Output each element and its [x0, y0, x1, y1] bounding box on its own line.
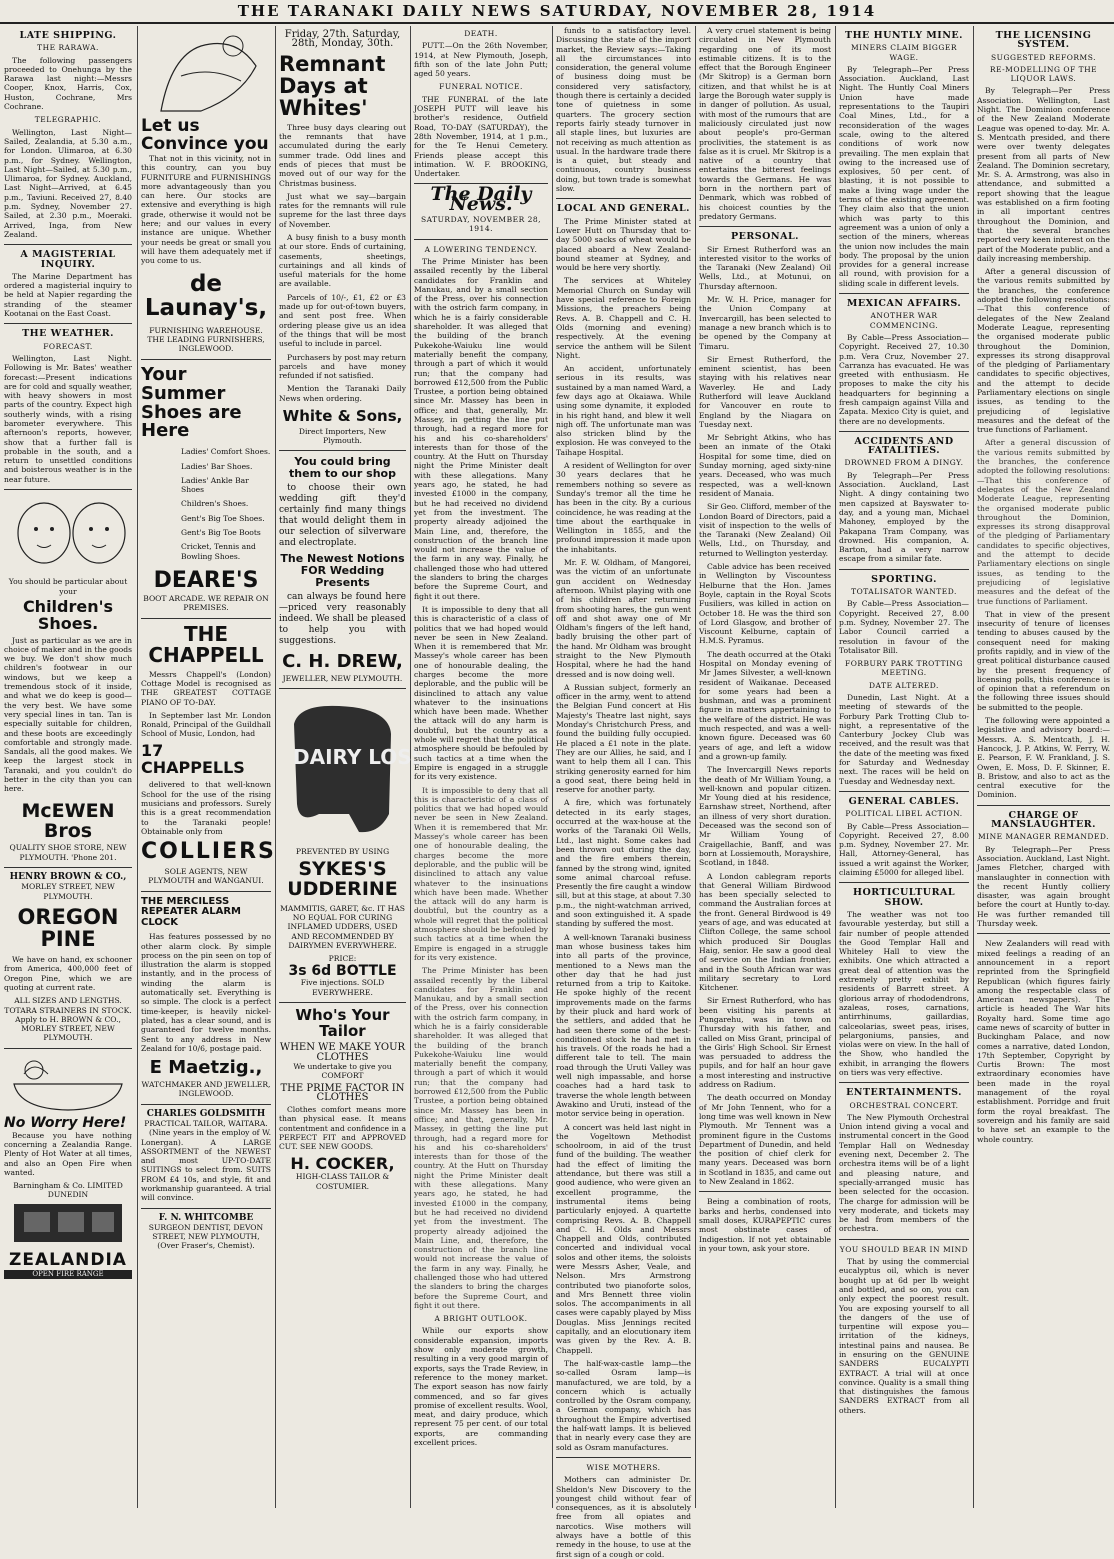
article-text: Wellington, Last Night. Following is Mr. Bates' weather forecast:—Present indications are for cold and squally weather, with heavy showers in most parts of the country. Expect high southerly winds, with a rising barometer everywhere. This afternoon's reports, however, show that a further fall is probable in the south, and a return to unsettled conditions and boisterous weather is in the near future. [4, 353, 132, 484]
article-text: Being a combination of roots, barks and herbs, condensed into small doses, KURAPEPTIC cures most obstinate cases of Indigestion. If not yet obtainable in your town, ask your store. [699, 1197, 831, 1253]
subheading: DATE ALTERED. [869, 680, 939, 690]
column-5 [556, 26, 691, 1559]
masthead [0, 0, 1114, 24]
ad-body: can always be found here—priced very reasonably indeed. We shall be pleased to help you with suggestions. [279, 592, 406, 647]
ad-text: Barningham & Co. LIMITED DUNEDIN [13, 1181, 123, 1200]
article-text: The half-wax-castle lamp—the so-called Osram lamp—is manufactured, we are told, by a concern which is actually controlled by the Osram company, a German company, which has throughout the Empire advertised the half-watt lamps. It is believed that in nearly every case they are sold as Osram manufactures. [556, 1358, 691, 1452]
article-text: The Prime Minister stated at Lower Hutt on Thursday that to-day 5000 sacks of wheat would be placed aboard a New Zealand-bound steamer at Sydney, and would be here very shortly. [556, 216, 691, 273]
article-text: The Invercargill News reports the death of Mr William Young, a well-known and popular citizen. Mr Young died at his residence, Earnshaw street, Northend, after an illness of very short duration. Deceased was the second son of Mr William Young of Craigellachie, Banff, and was born at Lossiemouth, Morayshire, Scotland, in 1848. [699, 765, 831, 868]
article-text: A concert was held last night in the Vogeltown Methodist schoolroom, in aid of the trust fund of the building. The weather had the effect of limiting the attendance, but there was still a good audience, who were given an excellent programme, the instrumental items being particularly enjoyed. A quartette comprising Revs. A. B. Chappell and C. H. Olds and Messrs Chappell and Olds, contributed concerted and individual vocal solos and other items, the soloists were Messrs Asher, Veale, and Nelson. Mrs Armstrong contributed two pianoforte solos, and Mrs Bennett three violin solos. The accompaniments in all cases were capably played by Miss Douglas. Miss Jennings recited capitally, and an elocutionary item was given by the Rev. A. B. Chappell. [556, 1122, 691, 1355]
column-2 [141, 26, 276, 1508]
bathtub-illustration [4, 1054, 132, 1114]
subheading: TOTALISATOR WANTED. [851, 587, 957, 597]
article-text: Sir Ernest Rutherford was an interested visitor to the works of the Taranaki (New Zealand) Oil Wells, Ltd., at Motunui, on Thursday afternoon. [699, 244, 831, 291]
ad-headline: DEARE'S [153, 567, 259, 593]
ad-text: PRICE: [328, 954, 357, 964]
article-text: Dunedin, Last Night. At a meeting of stewards of the Forbury Park Trotting Club to-night, a representative of the Canterbury Jockey Club was received, and the result was that the date of the meeting was fixed for Saturday and Wednesday next. The races will be held on Tuesday and Wednesday next. [839, 693, 969, 786]
ad-body: Clothes comfort means more than physical ease. It means contentment and confidence in a PERFECT FIT and APPROVED CUT. SEE NEW GOODS. [279, 1105, 406, 1152]
issue-date: SATURDAY, NOVEMBER 28, 1914. [420, 215, 542, 234]
subheading: RE-MODELLING OF THE LIQUOR LAWS. [989, 64, 1098, 84]
ad-headline: OREGON PINE [17, 904, 119, 951]
ad-body: Just what we say—bargain rates for the remnants will rule supreme for the last three days of November. [279, 191, 406, 229]
ad-headline: ZEALANDIA [9, 1250, 127, 1271]
newspaper-logo: The Daily News. [430, 183, 532, 215]
article-text: By Telegraph—Per Press Association. Wellington, Last Night. The Dominion conference of the New Zealand Moderate League was opened to-day. Mr. A. S. Mentcath presided, and there were over twenty delegates present from all parts of New Zealand. The Dominion secretary, Mr. S. A. Armstrong, was also in attendance, and submitted a report showing that the league was established on a firm footing in all important centres throughout the Dominion, and that the several branches reported very keen interest on the part of the Moderate public, and a daily increasing membership. [977, 86, 1110, 263]
ad-text: Friday, 27th. Saturday, 28th, Monday, 30th. [284, 29, 401, 50]
ad-text: SURGEON DENTIST, DEVON STREET, NEW PLYMOUTH, (Over Fraser's, Chemist). [148, 1222, 264, 1251]
article-text: The services at Whiteley Memorial Church on Sunday will have special reference to Foreign Missions, the preachers being Revs. A. B. Chappell and C. H. Olds (morning and evening) respectively. At the evening service the anthem will be Silent Night. [556, 276, 691, 360]
article-text: PUTT.—On the 26th November, 1914, at New Plymouth, Joseph, fifth son of the late John Putt; aged 50 years. [414, 41, 548, 79]
article-text: That in view of the present insecurity of tenure of licenses tending to abuses caused by the consequent need for making profits rapidly, and in view of the great political disturbance caused by the present frequency of licensing polls, this conference is of opinion that a referendum on the following three issues should be submitted to the people. [977, 609, 1110, 712]
article-text: The Marine Department has ordered a magisterial inquiry to be held at Napier regarding the stranding of the steamer Kootanai on the East Coast. [4, 271, 132, 319]
range-illustration [4, 1200, 132, 1250]
subheading: MINERS CLAIM BIGGER WAGE. [850, 43, 958, 62]
ad-body: A busy finish to a busy month at our store. Ends of curtaining, casements, sheetings, curtainings and all kinds of useful materials for the home are available. [279, 233, 406, 289]
list-item: Cricket, Tennis and Bowling Shoes. [181, 542, 256, 561]
ad-text: ALL SIZES AND LENGTHS. [14, 996, 122, 1006]
ad-text: MAMMITIS, GARET, &c. IT HAS NO EQUAL FOR CURING INFLAMED UDDERS, USED AND RECOMMENDED BY DAIRYMEN EVERYWHERE. [280, 903, 405, 950]
article-text: THE FUNERAL of the late JOSEPH PUTT will leave his brother's residence, Outfield Road, TO-DAY (SATURDAY), the 28th November, 1914, at 1 p.m., for the Te Henui Cemetery. Friends please accept this intimation. W. F. BROOKING, Undertaker. [414, 94, 548, 179]
column-rule [695, 26, 696, 1508]
subheading: YOU SHOULD BEAR IN MIND [839, 1244, 969, 1254]
subheading: ORCHESTRAL CONCERT. [849, 1100, 959, 1110]
ad-headline: The Newest Notions FOR Wedding Presents [280, 552, 405, 589]
article-text: It is impossible to deny that all this is characteristic of a class of politics that we had hoped would never be seen in New Zealand. When it is remembered that Mr. Massey's whole career has been one of honourable dealing, the charges become the more deplorable, and the public will be disinclined to attach any value whatever to the insinuations which have been made. Whether the attack will do any harm is doubtful, but the country as a whole will regret that the political atmosphere should be befouled by such tactics at a time when the Empire is engaged in a struggle for its very existence. [414, 785, 548, 962]
subheading: WISE MOTHERS. [586, 1462, 661, 1472]
ad-text: Apply to H. BROWN & CO., MORLEY STREET, NEW PLYMOUTH. [15, 1014, 121, 1043]
ad-headline: Who's Your Tailor [295, 1005, 390, 1040]
article-text: Cable advice has been received in Wellington by Viscountess Helburne that the Hon. James Boyle, captain in the Royal Scots Fusiliers, was killed in action on October 18. He was the third son of Lord Glasgow, and brother of Viscount Kelburne, captain of H.M.S. Pyramus. [699, 562, 831, 646]
article-text: After a general discussion of the various remits submitted by the branches, the conference adopted the following resolutions:—That this conference of delegates of the New Zealand Moderate League, representing the organised moderate public throughout the Dominion, expresses its strong disapproval of the pledging of Parliamentary candidates to specific objectives, and the attempt to decide Parliamentary elections on single issues, as tending to the prejudicing of legislative measures and the defeat of the true functions of Parliament. [977, 267, 1110, 435]
article-text: A Russian subject, formerly an officer in the army, went to attend the Belgian Fund concert at His Majesty's Theatre last night, says Monday's Christchurch Press, and found the building fully occupied. He placed a £1 note in the plate. They are our Allies, he said, and I want to help them all I can. This striking generosity earned for him a good seat, there being held in reserve for another party. [556, 682, 691, 795]
article-text: While our exports show considerable expansion, imports show only moderate growth, resulting in a very good margin of exports, says the Trade Review, in reference to the money market. The export season has now fairly commenced, and so far gives promise of excellent results. Wool, meat, and dairy produce, which represent 75 per cent. of our total exports, are commanding excellent prices. [414, 1326, 548, 1448]
subheading: A BRIGHT OUTLOOK. [434, 1314, 528, 1324]
column-7 [839, 26, 969, 1508]
ad-text: QUALITY SHOE STORE, NEW PLYMOUTH. 'Phone 201. [9, 843, 127, 862]
article-text: After a general discussion of the various remits submitted by the branches, the conference adopted the following resolutions:—That this conference of delegates of the New Zealand Moderate League, representing the organised moderate public throughout the Dominion, expresses its strong disapproval of the pledging of Parliamentary candidates to specific objectives, and the attempt to decide Parliamentary elections on single issues, as tending to the prejudicing of legislative measures and the defeat of the true functions of Parliament. [977, 438, 1110, 606]
heading: MEXICAN AFFAIRS. [846, 298, 962, 310]
article-text: A very cruel statement is being circulated in New Plymouth regarding one of its most estimable citizens. It is to the effect that the Borough Engineer (Mr Skitrop) is a German born citizen, and that whilst he is at large the Borough water supply is in danger of pollution. As usual, with most of the rumours that are maliciously circulated just now about people's pro-German proclivities, the statement is as false as it is cruel. Mr Skitrop is a native of a country that entertains the bitterest feelings towards the Germans. He was born in the northern part of Denmark, which was robbed of his choicest counties by the predatory Germans. [699, 26, 831, 221]
ad-headline: SYKES'S UDDERINE [287, 857, 398, 900]
cow-illustration [279, 694, 454, 844]
article-text: The death occurred at the Otaki Hospital on Monday evening of Mr James Silvester, a well-known resident of Waikanae. Deceased for some years had been a bushman, and was a prominent figure in matters appertaining to the welfare of the district. He was much respected, and was a well-known figure. Deceased was 60 years of age, and left a widow and a grown-up family. [699, 649, 831, 761]
article-text: The following passengers proceeded to Onehunga by the Rarawa last night:—Messrs Cooper, Knox, Harris, Cox, Huston, Cochrane, Mrs Cochrane. [4, 55, 132, 112]
ad-headline: H. COCKER, [290, 1153, 395, 1173]
article-text: A resident of Wellington for over 30 years declares that he remembers nothing so severe as Sunday's tremor all the time he has been in the city. By a curious coincidence, he was reading at the time about the earthquake in Wellington in 1855, and the profound impression it made upon the inhabitants. [556, 461, 691, 554]
article-text: A fire, which was fortunately detected in its early stages, occurred at the wax-house at the works of the Taranaki Oil Wells, Ltd., last night. Some cakes had been thrown out during the day, and the fire embers therein, fanned by the strong wind, ignited some animal charcoal refuse. Presently the fire caught a window sill, but at this stage, at about 7.30 p.m., the night-watchman arrived, and soon extinguished it. A spade standing by suffered the most. [556, 798, 691, 929]
heading: LATE SHIPPING. [19, 30, 117, 41]
ad-text: TOTARA STRAINERS IN STOCK. [4, 1005, 132, 1015]
heading: ENTERTAINMENTS. [846, 1087, 962, 1099]
article-text: The death occurred on Monday of Mr John Tennent, who for a long time was well known in New Plymouth. Mr Tennent was a prominent figure in the Customs Department of Dunedin, and held the position of chief clerk for many years. Deceased was born in Scotland in 1835, and came out to New Zealand in 1862. [699, 1093, 831, 1187]
heading: HORTICULTURAL SHOW. [852, 887, 956, 908]
heading: LOCAL AND GENERAL. [556, 203, 690, 215]
article-text: The Prime Minister has been assailed recently by the Liberal candidates for Franklin and Manukau, and by a small section of the Press, over his connection with the ostrich farm company, in which he is a fairly considerable shareholder. It was alleged that the building of the branch Pukekohe-Waiuku line would materially benefit the company, through a part of which it would run; that the company had borrowed £12,500 from the Public Trustee, a portion being obtained since Mr. Massey has been in office; and that, generally, Mr. Massey, in getting the line put through, had a regard more for his and his co-shareholders' interests than for those of the country. At the Hutt on Thursday night the Prime Minister dealt with these allegations. Many years ago, he stated, he had invested £1000 in the company, but he had received no dividend yet from the investment. The property already adjoined the Main Line, and, therefore, the construction of the branch line would not increase the value of the farm in any way. Finally, he challenged those who had uttered the slanders to bring the charges before the Supreme Court, and fight it out there. [414, 966, 548, 1310]
ad-headline: McEWEN Bros [21, 799, 115, 842]
ad-headline: Let us Convince you [141, 116, 269, 155]
subheading: TELEGRAPHIC. [34, 115, 102, 125]
column-4 [414, 26, 548, 1508]
ad-headline: DAIRY LOSSES [293, 745, 454, 770]
article-text: Sir Geo. Clifford, member of the London Board of Directors, paid a visit of inspection to the wells of the Taranaki (New Zealand) Oil Wells, Ltd., on Thursday, and returned to Wellington yesterday. [699, 502, 831, 558]
woman-illustration [141, 26, 271, 116]
heading: PERSONAL. [731, 231, 799, 243]
ad-text: HIGH-CLASS TAILOR & COSTUMIER. [295, 1172, 390, 1191]
ad-headline: You could bring them to our shop [289, 455, 396, 480]
column-rule [552, 26, 553, 1508]
ad-text: OPEN FIRE RANGE [4, 1270, 132, 1279]
article-text: Sir Ernest Rutherford, the eminent scientist, has been staying with his relatives near Waverley. He and Lady Rutherford will leave Auckland for Vancouver en route to England by the Niagara on Tuesday next. [699, 354, 831, 429]
article-text: The weather was not too favourable yesterday, but still a fair number of people attended the Good Templar Hall and Whiteley Hall to view the exhibits. One which attracted a great deal of attention was the extremely pretty exhibit by residents of Barrett street. A glorious array of rhododendrons, azaleas, roses, carnations, antirrhinums, gaillardias, calceolarias, sweet peas, irises, pelargoniums, pansies, and violas were on view. In the hall of the Show, who handled the exhibit, in arranging the flowers on tiers was very effective. [839, 909, 969, 1077]
ad-text: FURNISHING WAREHOUSE. THE LEADING FURNISHERS, INGLEWOOD. [147, 325, 265, 354]
article-text: Mr Sebright Atkins, who has been an inmate of the Otaki Hospital for some time, died on Sunday morning, aged sixty-nine years. Deceased, who was much respected, was a well-known resident of Manaia. [699, 433, 831, 498]
ad-headline: Remnant Days at Whites' [279, 51, 386, 120]
article-text: funds to a satisfactory level. Discussing the state of the import market, the Review says:—Taking all the circumstances into consideration, the general volume of business doing must be considered very satisfactory, though there is certainly a decided tone of quietness in some quarters. The grocery section reports fairly steady turnover in all staple lines, but luxuries are not receiving as much attention as usual. In the hardware trade there is a quiet, but steady and continuous, country business doing, but town trade is somewhat slow. [556, 26, 691, 194]
subheading: DROWNED FROM A DINGY. [844, 458, 964, 468]
article-text: Mr. F. W. Oldham, of Mangorei, was the victim of an unfortunate gun accident on Wednesday afternoon. Whilst playing with one of his children after returning from shooting hares, the gun went off and shot away one of Mr Oldham's fingers of the left hand, badly bruising the other part of the hand. Mr Oldham was brought straight to the New Plymouth Hospital, where he had the hand dressed and is now doing well. [556, 558, 691, 679]
article-text: The Prime Minister has been assailed recently by the Liberal candidates for Franklin and Manukau, and by a small section of the Press, over his connection with the ostrich farm company, in which he is a fairly considerable shareholder. It was alleged that the building of the branch Pukekohe-Waiuku line would materially benefit the company, through a part of which it would run; that the company had borrowed £12,500 from the Public Trustee, a portion being obtained since Mr. Massey has been in office; and that, generally, Mr. Massey, in getting the line put through, had a regard more for his and his co-shareholders' interests than for those of the country. At the Hutt on Thursday night the Prime Minister dealt with these allegations. Many years ago, he stated, he had invested £1000 in the company, but he had received no dividend yet from the investment. The property already adjoined the Main Line, and, therefore, the construction of the branch line would not increase the value of the farm in any way. Finally, he challenged those who had uttered the slanders to bring the charges before the Supreme Court, and fight it out there. [414, 256, 548, 601]
ad-body: Three busy days clearing out the remnants that have accumulated during the early summer trade. Odd lines and ends of pieces that must be moved out of our way for the Christmas business. [279, 122, 406, 188]
heading: A MAGISTERIAL INQUIRY. [20, 249, 116, 270]
ad-headline: E Maetzig., [149, 1057, 263, 1079]
ad-headline: THE CHAPPELL [148, 621, 264, 667]
article-text: The New Plymouth Orchestral Union intend giving a vocal and instrumental concert in the Good Templar Hall on Wednesday evening next, December 2. The orchestra items will be of a light and pleasing nature, and specially-arranged music has been selected for the occasion. The charge for admission will be very moderate, and tickets may be had from members of the orchestra. [839, 1112, 969, 1234]
ad-text: You should be particular about your [8, 577, 128, 596]
ad-headline: White & Sons, [282, 407, 403, 426]
column-8 [977, 26, 1110, 1508]
ad-headline: HENRY BROWN & CO., [9, 872, 127, 883]
list-item: Gent's Big Toe Shoes. [181, 513, 265, 523]
heading: SPORTING. [871, 573, 937, 585]
list-item: Children's Shoes. [181, 499, 249, 509]
ad-body: That not in this vicinity, not in this country, can you buy FURNITURE and FURNISHINGS more advantageously than you can here. Our stocks are extensive and everything is high grade, otherwise it would not be here; and our values in every instance are unique. Whether your needs be great or small you will have them adequately met if you come to us. [141, 153, 271, 266]
masthead-text: THE TARANAKI DAILY NEWS SATURDAY, NOVEMBER 28, 1914 [237, 2, 877, 20]
subheading: SUGGESTED REFORMS. [991, 52, 1096, 62]
ad-headline: CHARLES GOLDSMITH [146, 1108, 266, 1119]
ad-headline: F. N. WHITCOMBE [158, 1212, 254, 1223]
ad-headline: COLLIERS [141, 839, 276, 865]
article-text: That by using the commercial eucalyptus oil, which is never bought up at 6d per lb weight and bottled, and so on, you can only expect the poorest result. You are exposing yourself to all the dangers of the use of turpentine will expose you—irritation of the kidneys, intestinal pains and nausea. Be in ensuring on the GENUINE SANDERS EUCALYPTI EXTRACT. A trial will at once convince. Quality is a small thing that distinguishes the famous SANDERS EXTRACT from all others. [839, 1257, 969, 1415]
ad-body: Because you have nothing concerning a Zealandia Range. Plenty of Hot Water at all times, and also an Open Fire when wanted. [4, 1130, 132, 1177]
heading: CHARGE OF MANSLAUGHTER. [991, 809, 1096, 831]
list-item: Ladies' Comfort Shoes. [181, 447, 271, 457]
article-text: By Telegraph—Per Press Association. Auckland, Last Night. The Huntly Coal Miners Union have made representations to the Taupiri Coal Mines, Ltd., for a reconsideration of the wages scale, owing to the altered conditions of work now prevailing. The men explain that owing to the increased use of explosives, 50 per cent. of blasting, it is not possible to make a living wage under the terms of the existing agreement. They claim also that the union which was party to this agreement was a union of only a section of the miners, whereas the union now includes the main body. The proposal by the union provides for a general increase all round, with provision for a sliding scale in different levels. [839, 64, 969, 288]
column-3 [279, 26, 454, 1508]
ad-text: Five injections. SOLD EVERYWHERE. [300, 978, 385, 997]
article-text: By Cable—Press Association—Copyright. Received 27, 8.00 p.m. Sydney, November 27. Mr. Hall, Attorney-General, has issued a writ against the Worker, claiming £5000 for alleged libel. [839, 821, 969, 878]
article-text: Mr. W. H. Price, manager for the Union Company at Invercargill, has been selected to manage a new branch which is to be opened by the Company at Timaru. [699, 295, 831, 351]
column-6 [699, 26, 831, 1508]
list-item: Gent's Big Toe Boots [181, 528, 261, 538]
article-text: New Zealanders will read with mixed feelings a reading of an announcement in a report reprinted from the Springfield Republican (which figures fairly among the respectable class of American newspapers). The article is headed The War hits Royalty hard. Some time ago came news of scarcity of butter in Buckingham Palace, and now comes a narrative, dated London, 17th September, Copyright by Curtis Brown: The most extraordinary economies have been made in the royal management of the royal establishment. Porridge and fruit form the royal breakfast. The sovereign and his family are said to have set an example to the whole country. [977, 939, 1110, 1144]
subheading: POLITICAL LIBEL ACTION. [845, 809, 963, 819]
article-text: By Cable—Press Association—Copyright. Received 27, 8.00 p.m. Sydney, November 27. The Labor Council carried a resolution in favour of the Totalisator Bill. [839, 599, 969, 655]
subheading: ANOTHER WAR COMMENCING. [869, 311, 939, 330]
ad-headline: de Launay's, [144, 270, 268, 321]
heading: THE WEATHER. [22, 328, 114, 340]
ad-headline: THE MERCILESS REPEATER ALARM CLOCK [141, 895, 241, 928]
article-text: It is impossible to deny that all this is characteristic of a class of politics that we had hoped would never be seen in New Zealand. When it is remembered that Mr. Massey's whole career has been one of honourable dealing, the charges become the more deplorable, and the public will be disinclined to attach any value whatever to the insinuations which have been made. Whether the attack will do any harm is doubtful, but the country as a whole will regret that the political atmosphere should be befouled by such tactics at a time when the Empire is engaged in a struggle for its very existence. [414, 604, 548, 782]
heading: GENERAL CABLES. [848, 795, 960, 807]
article-text: By Telegraph—Per Press Association. Auckland, Last Night. James Fletcher, charged with manslaughter in connection with the recent Huntly colliery disaster, was again brought before the court at Huntly to-day. He was further remanded till Thursday week. [977, 844, 1110, 929]
ad-text: WATCHMAKER AND JEWELLER, INGLEWOOD. [141, 1080, 271, 1099]
article-text: By Cable—Press Association—Copyright. Received 27, 10.30 p.m. Vera Cruz, November 27. Carranza has evacuated. He was greeted with enthusiasm. He proposes to make the city his headquarters for beginning a fresh campaign against Villa and Zapata. Mexico City is quiet, and there are no developments. [839, 332, 969, 426]
ad-body: Messrs Chappell's (London) Cottage Model is recognised as THE GREATEST COTTAGE PIANO OF TO-DAY. [141, 669, 271, 707]
ad-headline: Children's Shoes. [22, 596, 114, 633]
subheading: THE RARAWA. [37, 43, 99, 53]
baby-illustration [4, 495, 132, 575]
ad-text: Direct Importers, New Plymouth. [298, 426, 387, 446]
article-text: A London cablegram reports that General William Birdwood has been specially selected to command the Australian forces at the front. General Birdwood is 49 years of age, and was educated at Clifton College, the same school which produced Sir Douglas Haig, senior. He saw a good deal of service on the Indian frontier, and in the South African war was military secretary to Lord Kitchener. [699, 871, 831, 993]
ad-text: WHEN WE MAKE YOUR CLOTHES [279, 1042, 406, 1063]
column-rule [835, 26, 836, 1508]
ad-headline: 3s 6d BOTTLE [288, 962, 397, 979]
ad-body: Purchasers by post may return parcels and have money refunded if not satisfied. [279, 352, 407, 381]
ad-headline: C. H. DREW, [282, 651, 403, 673]
article-text: Sir Ernest Rutherford, who has been visiting his parents at Pungarehu, was in town on Thursday with his father, and called on Miss Grant, principal of the Girls' High School. Sir Ernest was persuaded to address the pupils, and for half an hour gave a most interesting and instructive address on Radium. [699, 996, 831, 1090]
subheading: MINE MANAGER REMANDED. [977, 832, 1110, 842]
ad-text: BOOT ARCADE. WE REPAIR ON PREMISES. [143, 594, 269, 613]
subheading: DEATH. [464, 29, 498, 38]
ad-body: Parcels of 10/-, £1, £2 or £3 made up for out-of-town buyers, and sent post free. When ordering please give us an idea of the things that will be most useful to include in parcel. [279, 292, 406, 349]
subheading: A LOWERING TENDENCY. [424, 244, 538, 254]
ad-body: Just as particular as we are in choice of maker and in the goods we buy. We don't show much children's footwear in our windows, but we keep a tremendous stock of it inside, and what we do keep is good—the very best. We have some very special lines in tan. Tan is especially suitable for children, and these boots are exceedingly comfortable and strongly made. Sandals, all the good makes. We keep the largest stock in Taranaki, and you couldn't do better in the city than you can here. [4, 635, 133, 794]
ad-text: MORLEY STREET, NEW PLYMOUTH. [21, 882, 115, 901]
ad-headline: Your Summer Shoes are Here [141, 363, 242, 442]
heading: THE HUNTLY MINE. [845, 30, 963, 41]
column-rule [275, 26, 276, 1508]
list-item: Ladies' Ankle Bar Shoes [181, 475, 249, 495]
ad-text: JEWELLER, NEW PLYMOUTH. [282, 674, 403, 684]
article-text: The following were appointed a legislative and advisory board:—Messrs. A. S. Mentcath, J. H. Hancock, J. P. Atkins, W. Ferry, W. E. Pearson, F. W. Frankland, J. S. Owen, E. Moss, D. F. Skinner, E. B. Bristow, and also to act as the central executive for the Dominion. [977, 716, 1110, 800]
article-text: A well-known Taranaki business man whose business takes him into all parts of the province, mentioned to a News man the other day that he had just returned from a trip to Kaitoke. He spoke highly of the recent improvements made on the farms by their pluck and hard work of the settlers, and added that he had seen there some of the best-conditioned stock he had met in his travels. Of the roads he had a different tale to tell. The main road through the Uruti Valley was well nigh impassable, and horse coaches had a hard task to traverse the whole length between Awakino and Uruti, instead of the motor service being in operation. [556, 932, 691, 1119]
ad-body: (Nine years in the employ of W. Lonergan). A LARGE ASSORTMENT of the NEWEST and most UP-TO-DATE SUITINGS to select from. SUITS FROM £4 10s, and style, fit and workmanship guaranteed. A trial will convince. [141, 1128, 271, 1203]
ad-text: SOLE AGENTS, NEW PLYMOUTH and WANGANUI. [148, 867, 264, 886]
subheading: FUNERAL NOTICE. [439, 82, 523, 92]
ad-text: We undertake to give you COMFORT [293, 1061, 392, 1081]
ad-body: We have on hand, ex schooner from America, 400,000 feet of Oregon Pine, which we are quoting at current rate. [4, 955, 132, 992]
heading: THE LICENSING SYSTEM. [995, 30, 1092, 51]
article-text: By Telegraph—Per Press Association. Auckland, Last Night. A dingy containing two men capsized at Bayswater to-day, and a young man, Michael Mahoney, employed by the Pakapana Tram Company, was drowned. His companion, A. Barton, had a very narrow escape from a similar fate. [839, 470, 969, 564]
ad-body: to choose their own wedding gift they'd certainly find many things that would delight them in our selection of silverware and electroplate. [279, 483, 406, 549]
ad-text: PREVENTED BY USING [295, 846, 390, 856]
ad-body: delivered to that well-known School for the use of the rising musicians and professors. Surely this is a great recommendation to the Taranaki people! Obtainable only from [141, 780, 271, 836]
ad-body: Mention the Taranaki Daily News when ordering. [279, 384, 406, 403]
ad-text: THE PRIME FACTOR IN CLOTHES [280, 1082, 405, 1103]
list-item: Ladies' Bar Shoes. [181, 461, 253, 471]
column-1 [4, 26, 132, 1508]
ad-headline: No Worry Here! [4, 1115, 127, 1132]
article-text: An accident, unfortunately serious in its results, was sustained by a man named Ward, a few days ago at Okaiawa. While using some dynamite, it exploded in his right hand, and blew it well nigh off. The unfortunate man was also stricken blind by the explosion. He was conveyed to the Taihape Hospital. [556, 364, 691, 457]
article-text: Mothers can administer Dr. Sheldon's New Discovery to the youngest child without fear of consequences, as it is absolutely free from all opiates and narcotics. Wise mothers will always have a bottle of this remedy in the house, to use at the first sign of a cough or cold. [556, 1475, 691, 1559]
column-rule [137, 26, 138, 1508]
column-rule [973, 26, 974, 1508]
ad-text: PRACTICAL TAILOR, WAITARA. [144, 1118, 268, 1128]
ad-body: In September last Mr. London Ronald, Principal of the Guildhall School of Music, London, had [141, 710, 271, 739]
ad-body: Has features possessed by no other alarm clock. By simple process on the pin seen on top of illustration the alarm is stopped instantly, and in the process of winding the alarm is automatically set. Everything is so simple. The clock is a perfect time-keeper, is heavily nickel-plated, has a clear sound, and is guaranteed for twelve months. Sent to any address in New Zealand for 10/6, postage paid. [141, 932, 271, 1053]
subheading: FORBURY PARK TROTTING MEETING. [845, 659, 963, 678]
subheading: FORECAST. [43, 341, 93, 351]
article-text: Wellington, Last Night—Sailed, Zealandia, at 5.30 a.m., for London. Ulimaroa, at 6.30 p.m., for Sydney. Wellington, Last Night—Sailed, at 5.30 p.m., Ulimaroa, for Sydney. Auckland, Last Night—Arrived, at 6.45 p.m., Taviuni. Received 27, 8.40 p.m. Sydney, November 27. Sailed, at 2.30 p.m., Moeraki. Arrived, Inga, from New Zealand. [4, 127, 132, 239]
ad-headline: 17 CHAPPELLS [141, 740, 245, 777]
heading: ACCIDENTS AND FATALITIES. [854, 435, 954, 457]
